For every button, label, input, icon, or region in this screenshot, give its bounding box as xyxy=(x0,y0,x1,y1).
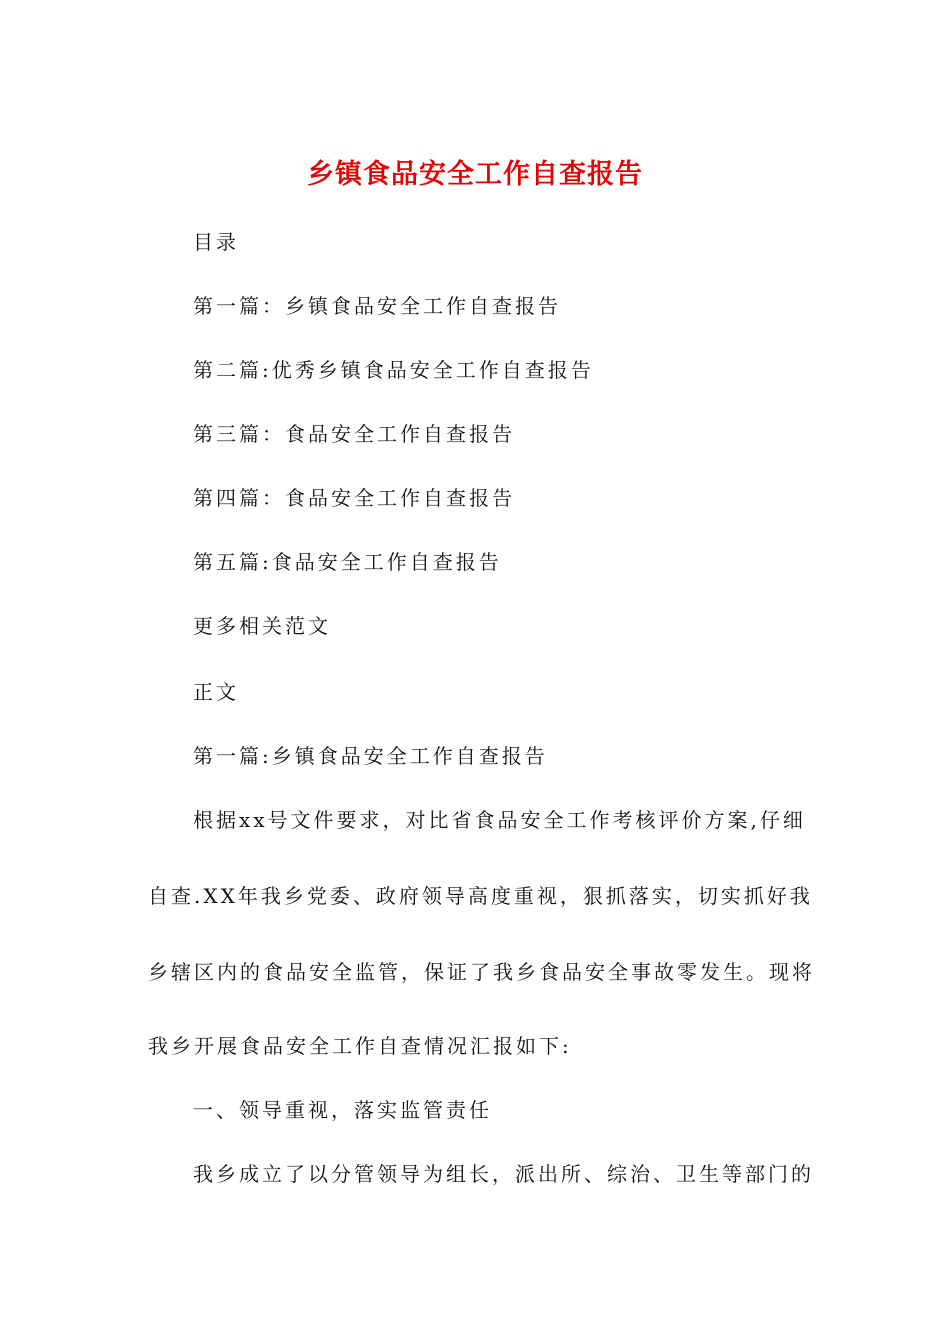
toc-item-2: 第二篇:优秀乡镇食品安全工作自查报告 xyxy=(193,358,594,382)
section-heading: 一、领导重视，落实监管责任 xyxy=(193,1098,492,1122)
toc-item-more: 更多相关范文 xyxy=(193,614,331,638)
document-title: 乡镇食品安全工作自查报告 xyxy=(307,159,643,190)
toc-item-3: 第三篇：食品安全工作自查报告 xyxy=(193,422,515,446)
paragraph-line: 我乡开展食品安全工作自查情况汇报如下: xyxy=(148,1034,572,1058)
paragraph-line: 乡辖区内的食品安全监管，保证了我乡食品安全事故零发生。现将 xyxy=(148,960,815,984)
chapter-title: 第一篇:乡镇食品安全工作自查报告 xyxy=(193,744,548,768)
body-heading: 正文 xyxy=(193,680,239,704)
paragraph-line: 自查.XX年我乡党委、政府领导高度重视，狠抓落实，切实抓好我 xyxy=(148,884,813,908)
toc-item-5: 第五篇:食品安全工作自查报告 xyxy=(193,550,502,574)
paragraph-line: 根据xx号文件要求，对比省食品安全工作考核评价方案,仔细 xyxy=(193,808,806,832)
paragraph-line: 我乡成立了以分管领导为组长，派出所、综治、卫生等部门的 xyxy=(193,1162,814,1186)
toc-heading: 目录 xyxy=(193,230,239,254)
toc-item-1: 第一篇：乡镇食品安全工作自查报告 xyxy=(193,294,561,318)
toc-item-4: 第四篇：食品安全工作自查报告 xyxy=(193,486,515,510)
